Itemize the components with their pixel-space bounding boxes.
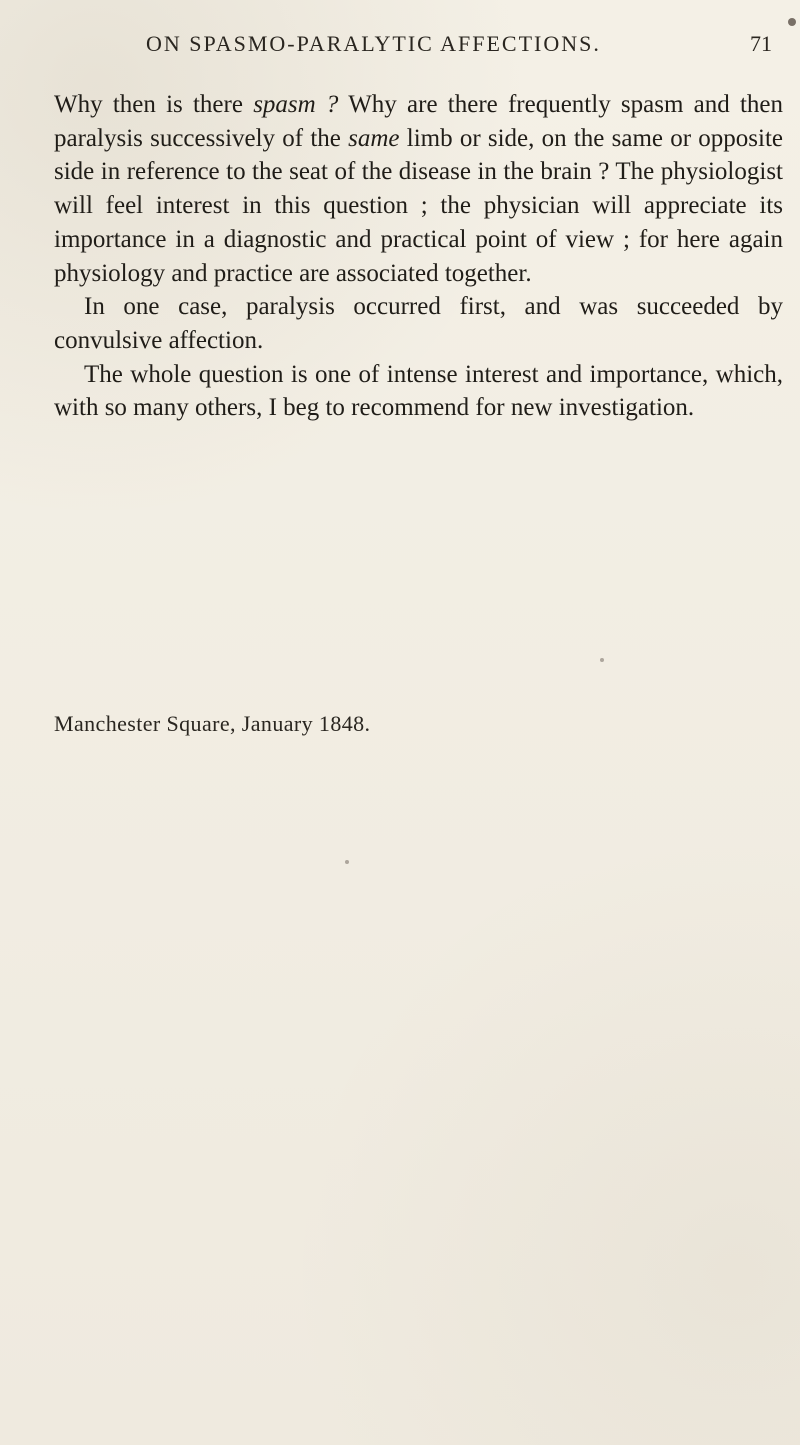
running-head: ON SPASMO-PARALYTIC AFFECTIONS.: [146, 31, 601, 56]
paper-speck: [345, 860, 349, 864]
paragraph-1: [54, 88, 783, 290]
paragraph-3: The whole question is one of intense interest and importance, which, with so many others, I beg to recommend for new investigation.: [54, 360, 783, 422]
paragraph-1-italic-1: spasm ?: [253, 91, 339, 118]
page-number: 71: [750, 31, 772, 56]
paragraph-1-text-1: Why then is there: [54, 91, 254, 118]
paragraph-2: In one case, paralysis occurred first, and was succeeded by convulsive affection.: [54, 293, 783, 354]
paragraph-1-text-2: Why are there frequently spasm and then paralysis successively of the: [54, 91, 784, 152]
main-text: [54, 88, 783, 425]
paragraph-1-text-3: limb or side, on the same or opposite side in reference to the seat of the disease in the brain ? The physiologist will feel interest in this question ; the physician will appreciate its importance in a diagnostic and practical point of view ; for here again physiology and practice are associated together.: [54, 124, 783, 287]
signature-line: Manchester Square, January 1848.: [54, 711, 371, 736]
paragraph-1-italic-2: same: [348, 124, 400, 152]
print-speck: [788, 18, 796, 26]
paper-speck: [600, 658, 604, 662]
